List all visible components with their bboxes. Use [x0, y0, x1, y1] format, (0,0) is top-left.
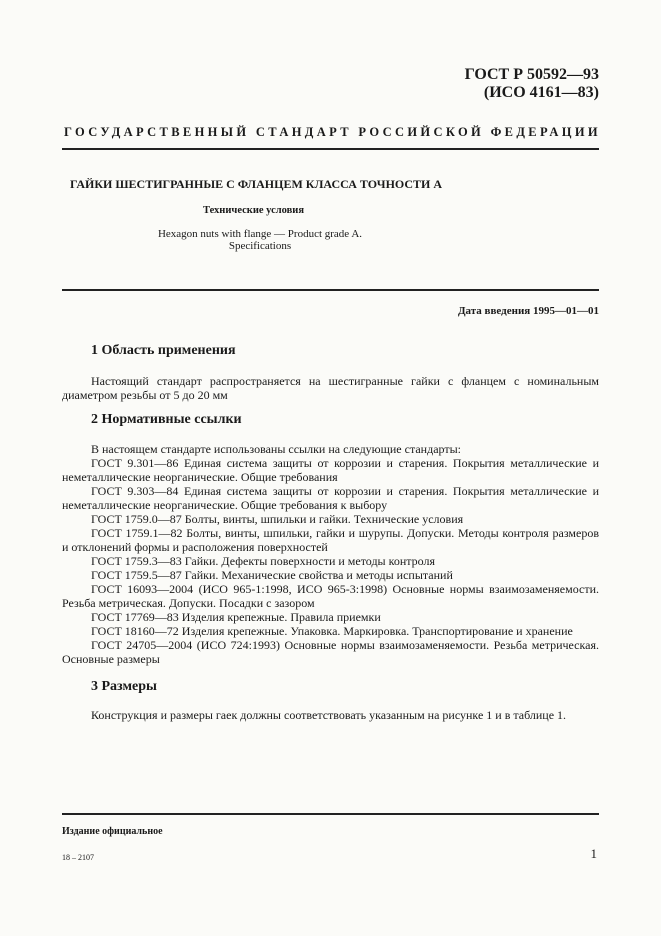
section-2-heading: 2 Нормативные ссылки — [91, 412, 242, 427]
english-title — [150, 228, 370, 252]
section-2-body — [62, 442, 599, 666]
gost-number: ГОСТ Р 50592—93 — [464, 66, 599, 83]
iso-number: (ИСО 4161—83) — [483, 84, 599, 101]
reference-item: ГОСТ 9.301—86 Единая система защиты от коррозии и старения. Покрытия металлические и неметаллические неорганические. Общие требования — [62, 456, 599, 484]
reference-item: ГОСТ 1759.0—87 Болты, винты, шпильки и гайки. Технические условия — [91, 512, 464, 526]
standard-designation — [465, 66, 599, 102]
reference-item: ГОСТ 1759.1—82 Болты, винты, шпильки, гайки и шурупы. Допуски. Методы контроля размеров и отклонений формы и расположения поверхностей — [62, 526, 599, 554]
english-title-line-2: Specifications — [228, 240, 292, 252]
header-divider — [62, 148, 599, 150]
section-2-intro: В настоящем стандарте использованы ссылки на следующие стандарты: — [91, 442, 462, 456]
section-3-heading: 3 Размеры — [91, 679, 157, 694]
reference-item: ГОСТ 24705—2004 (ИСО 724:1993) Основные нормы взаимозаменяемости. Резьба метрическая. Основные размеры — [62, 638, 599, 666]
english-title-line-1: Hexagon nuts with flange — Product grade A. — [157, 228, 363, 240]
introduction-date: Дата введения 1995—01—01 — [457, 305, 599, 317]
edition-label: Издание официальное — [62, 826, 163, 837]
state-standard-banner: ГОСУДАРСТВЕННЫЙ СТАНДАРТ РОССИЙСКОЙ ФЕДЕРАЦИИ — [64, 125, 601, 139]
section-3-body — [62, 708, 599, 722]
section-3-paragraph: Конструкция и размеры гаек должны соответствовать указанным на рисунке 1 и в таблице 1. — [91, 708, 567, 722]
section-1-body — [62, 374, 599, 402]
reference-item: ГОСТ 16093—2004 (ИСО 965-1:1998, ИСО 965-3:1998) Основные нормы взаимозаменяемости. Резьба метрическая. Допуски. Посадки с зазором — [62, 582, 599, 610]
section-1-heading: 1 Область применения — [91, 343, 236, 358]
document-subtitle: Технические условия — [203, 205, 305, 216]
footer-divider — [62, 813, 599, 815]
print-order-number: 18 – 2107 — [62, 853, 94, 862]
reference-item: ГОСТ 1759.5—87 Гайки. Механические свойства и методы испытаний — [91, 568, 453, 582]
reference-item: ГОСТ 17769—83 Изделия крепежные. Правила приемки — [91, 610, 381, 624]
document-title: ГАЙКИ ШЕСТИГРАННЫЕ С ФЛАНЦЕМ КЛАССА ТОЧНОСТИ А — [70, 177, 443, 191]
section-1-paragraph: Настоящий стандарт распространяется на шестигранные гайки с фланцем с номинальным диаметром резьбы от 5 до 20 мм — [62, 374, 599, 402]
reference-item: ГОСТ 9.303—84 Единая система защиты от коррозии и старения. Покрытия металлические и неметаллические неорганические. Общие требования к выбору — [62, 484, 599, 512]
title-divider — [62, 289, 599, 291]
reference-item: ГОСТ 1759.3—83 Гайки. Дефекты поверхности и методы контроля — [91, 554, 435, 568]
reference-item: ГОСТ 18160—72 Изделия крепежные. Упаковка. Маркировка. Транспортирование и хранение — [91, 624, 573, 638]
page-number: 1 — [590, 846, 597, 861]
